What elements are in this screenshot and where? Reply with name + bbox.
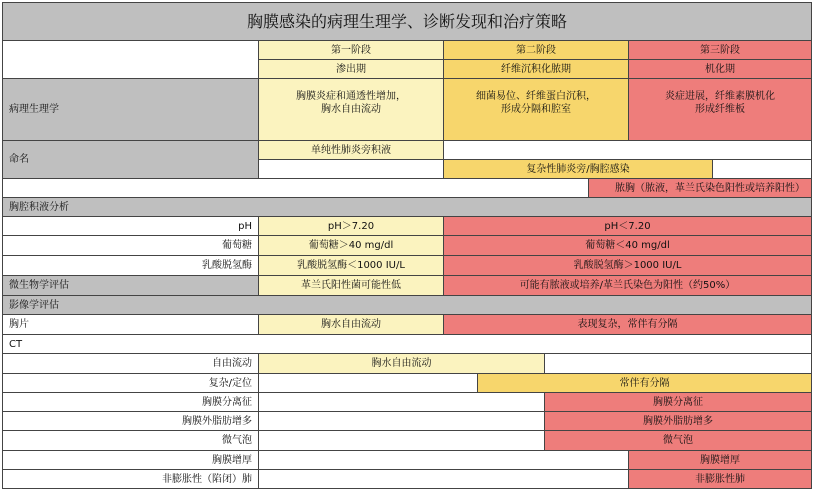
stage3-phase: 机化期: [629, 60, 812, 79]
ldh-stage23: 乳酸脱氢酶＞1000 IU/L: [444, 256, 812, 276]
row-complex: 复杂/定位: [2, 374, 259, 393]
ct-bubbles-blank: [259, 431, 545, 451]
naming-blank-1: [444, 141, 812, 160]
table-title: 胸膜感染的病理生理学、诊断发现和治疗策略: [2, 2, 812, 41]
naming-empyema: 脓胸（脓液，革兰氏染色阳性或培养阳性）: [589, 179, 812, 198]
row-ph: pH: [2, 217, 259, 236]
stage2-patho: [444, 79, 629, 141]
row-ldh: 乳酸脱氢酶: [2, 256, 259, 276]
ct-split-pleura: 胸膜分离征: [545, 393, 812, 412]
row-fluid-analysis: 胸腔积液分析: [2, 198, 812, 217]
row-cxr: 胸片: [2, 315, 259, 335]
ct-microbubbles: 微气泡: [545, 431, 812, 451]
naming-blank-2: [259, 160, 444, 179]
ph-stage1: pH＞7.20: [259, 217, 444, 236]
row-naming: 命名: [2, 141, 259, 179]
naming-blank-4: [2, 179, 589, 198]
row-ct: CT: [2, 335, 812, 354]
ct-complex-blank: [259, 374, 478, 393]
row-extrapleural-fat: 胸膜外脂肪增多: [2, 412, 259, 431]
stage2-patho-text: 细菌易位、纤维蛋白沉积， 形成分隔和腔室: [476, 90, 596, 115]
glucose-stage1: 葡萄糖＞40 mg/dl: [259, 236, 444, 256]
ldh-stage1: 乳酸脱氢酶＜1000 IU/L: [259, 256, 444, 276]
micro-stage1: 革兰氏阳性菌可能性低: [259, 276, 444, 296]
row-imaging: 影像学评估: [2, 296, 812, 315]
naming-blank-3: [713, 160, 812, 179]
row-free-flow: 自由流动: [2, 354, 259, 374]
ct-complex: 常伴有分隔: [478, 374, 812, 393]
row-pathophysiology: 病理生理学: [2, 79, 259, 141]
stage1-patho: [259, 79, 444, 141]
stage2-name: 第二阶段: [444, 41, 629, 60]
ct-thickening: 胸膜增厚: [629, 451, 812, 470]
ct-extrapleural-fat: 胸膜外脂肪增多: [545, 412, 812, 431]
glucose-stage23: 葡萄糖＜40 mg/dl: [444, 236, 812, 256]
row-trapped-lung: 非膨胀性（陷闭）肺: [2, 470, 259, 489]
row-glucose: 葡萄糖: [2, 236, 259, 256]
cxr-stage1: 胸水自由流动: [259, 315, 444, 335]
stage3-patho: [629, 79, 812, 141]
row-microbiology: 微生物学评估: [2, 276, 259, 296]
naming-complex: 复杂性肺炎旁/胸腔感染: [444, 160, 713, 179]
naming-simple: 单纯性肺炎旁积液: [259, 141, 444, 160]
cxr-stage23: 表现复杂，常伴有分隔: [444, 315, 812, 335]
ct-fat-blank: [259, 412, 545, 431]
stage1-patho-text: 胸膜炎症和通透性增加， 胸水自由流动: [296, 90, 406, 115]
ct-trapped-lung: 非膨胀性肺: [629, 470, 812, 489]
ct-free-flow: 胸水自由流动: [259, 354, 545, 374]
stage3-name: 第三阶段: [629, 41, 812, 60]
ct-split-blank: [259, 393, 545, 412]
header-blank: [2, 41, 259, 79]
ct-thick-blank: [259, 451, 629, 470]
ct-trapped-blank: [259, 470, 629, 489]
row-split-pleura: 胸膜分离征: [2, 393, 259, 412]
row-microbubbles: 微气泡: [2, 431, 259, 451]
stage3-patho-text: 炎症进展，纤维素膜机化 形成纤维板: [665, 90, 775, 115]
stage1-name: 第一阶段: [259, 41, 444, 60]
ct-free-flow-blank: [545, 354, 812, 374]
stage2-phase: 纤维沉积化脓期: [444, 60, 629, 79]
stage1-phase: 渗出期: [259, 60, 444, 79]
ph-stage23: pH＜7.20: [444, 217, 812, 236]
micro-stage23: 可能有脓液或培养/革兰氏染色为阳性（约50%）: [444, 276, 812, 296]
row-thickening: 胸膜增厚: [2, 451, 259, 470]
